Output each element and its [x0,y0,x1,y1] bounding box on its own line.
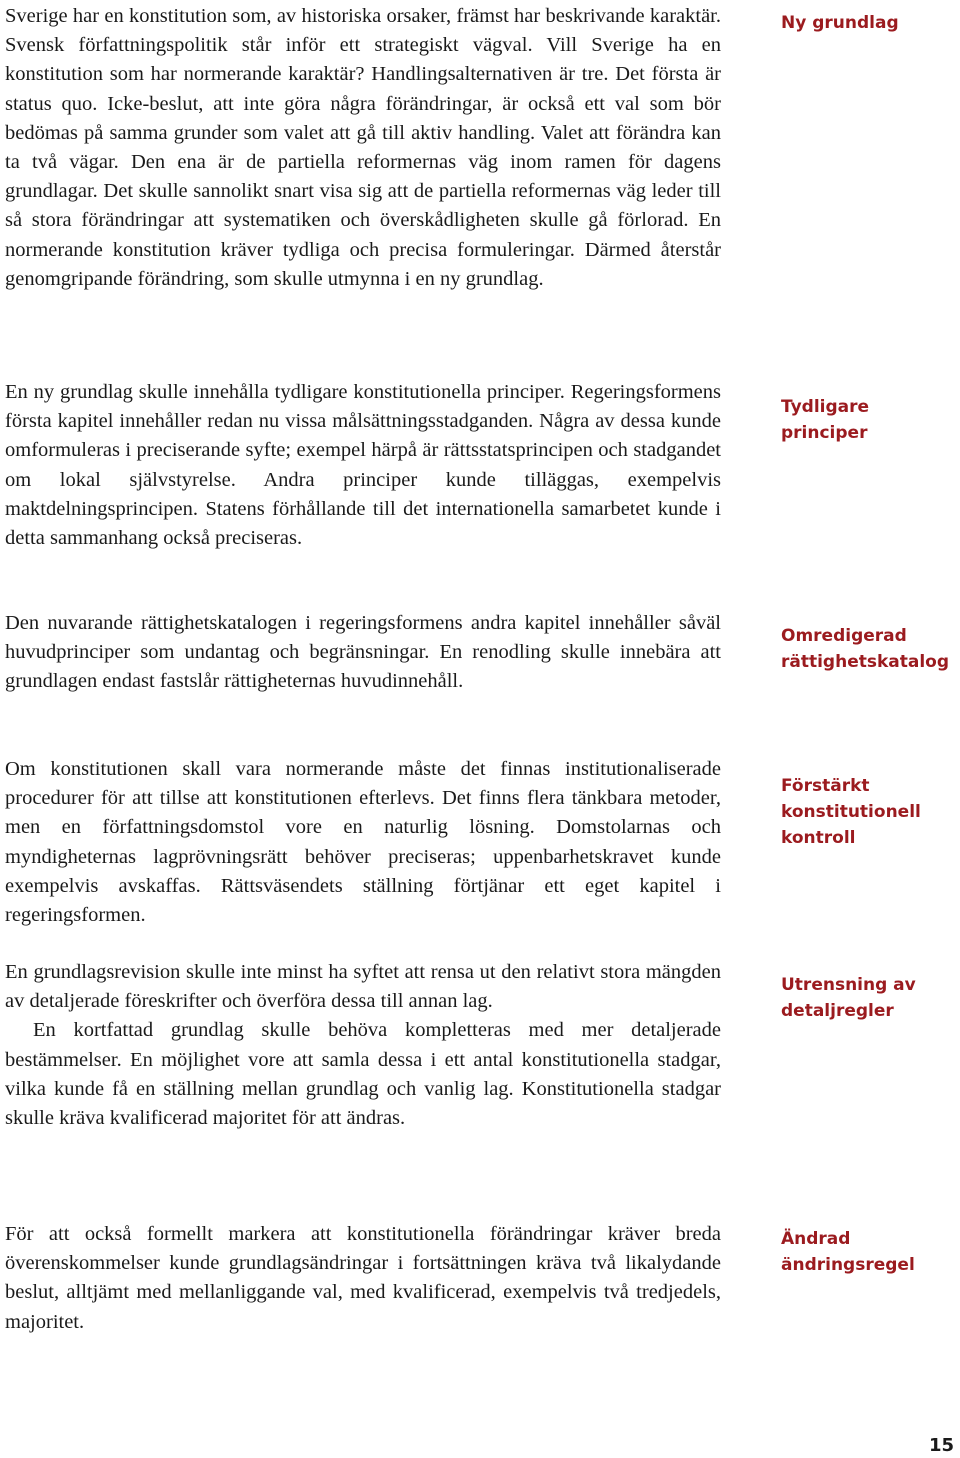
margin-note-ny-grundlag: Ny grundlag [781,13,899,33]
paragraph-text: Om konstitutionen skall vara normerande måste det finnas institutionaliserade procedurer för att tillse att konstitutionen efterlevs. Det finns flera tänkbara metoder, men en författningsdomstol vore en naturlig lösning. Domstolarnas och myndigheternas lagprövningsrätt behöver preciseras; uppenbarhetskravet kunde exempelvis avskaffas. Rättsväsendets ställning förtjänar ett eget kapitel i regeringsformen. [5,758,721,927]
paragraph-detaljregler [5,958,721,1133]
margin-note-andrad-andringsregel: Ändrad ändringsregel [781,1229,915,1275]
margin-note-forstarkt-kontroll: Förstärkt konstitutionell kontroll [781,776,921,848]
paragraph-text: En ny grundlag skulle innehålla tydligare konstitutionella principer. Regeringsformens första kapitel innehåller redan nu vissa målsättningsstadganden. Några av dessa kunde omformuleras i preciserande syfte; exempel härpå är rättsstatsprincipen och stadgandet om lokal självstyrelse. Andra principer kunde tilläggas, exempelvis maktdelningsprincipen. Statens förhållande till det internationella samarbetet kunde i detta sammanhang också preciseras. [5,381,721,550]
margin-note-utrensning: Utrensning av detaljregler [781,975,916,1021]
paragraph-ny-grundlag [5,2,721,294]
paragraph-text-continued: En kortfattad grundlag skulle behöva kompletteras med mer detaljerade bestämmelser. En möjlighet vore att samla dessa i ett antal konstitutionella stadgar, vilka kunde få en ställning mellan grundlag och vanlig lag. Konstitutionella stadgar skulle kräva kvalificerad majoritet för att ändras. [5,1019,721,1130]
paragraph-andringsregel [5,1220,721,1337]
paragraph-text: Sverige har en konstitution som, av historiska orsaker, främst har beskrivande karaktär. Svensk författningspolitik står inför ett strategiskt vägval. Vill Sverige ha en konstitution som har normerande karaktär? Handlingsalternativen är tre. Det första är status quo. Icke-beslut, att inte göra några förändringar, är också ett val som bör bedömas på samma grunder som valet att gå till aktiv handling. Valet att förändra kan ta två vägar. Den ena är de partiella reformernas väg inom ramen för dagens grundlagar. Det skulle sannolikt snart visa sig att de partiella reformernas väg leder till så stora förändringar att systematiken och överskådligheten skulle gå förlorad. En normerande konstitution kräver tydliga och precisa formuleringar. Därmed återstår genomgripande förändring, som skulle utmynna i en ny grundlag. [5,5,721,290]
paragraph-text: En grundlagsrevision skulle inte minst ha syftet att rensa ut den relativt stora mängden av detaljerade föreskrifter och överföra dessa till annan lag. [5,961,721,1013]
margin-note-omredigerad-rattighetskatalog: Omredigerad rättighetskatalog [781,626,950,672]
margin-note-tydligare-principer: Tydligare principer [781,397,870,443]
page-number: 15 [928,1435,954,1456]
paragraph-principer [5,378,721,553]
paragraph-kontroll [5,755,721,930]
paragraph-text: För att också formellt markera att konstitutionella förändringar kräver breda överenskommelser kunde grundlagsändringar i fortsättningen kräva två likalydande beslut, alltjämt med mellanliggande val, med kvalificerad, exempelvis två tredjedels, majoritet. [5,1223,721,1333]
paragraph-text: Den nuvarande rättighetskatalogen i regeringsformens andra kapitel innehåller såväl huvudprinciper som undantag och begränsningar. En renodling skulle innebära att grundlagen endast fastslår rättigheternas huvudinnehåll. [5,612,721,693]
paragraph-rattighetskatalog [5,609,721,697]
